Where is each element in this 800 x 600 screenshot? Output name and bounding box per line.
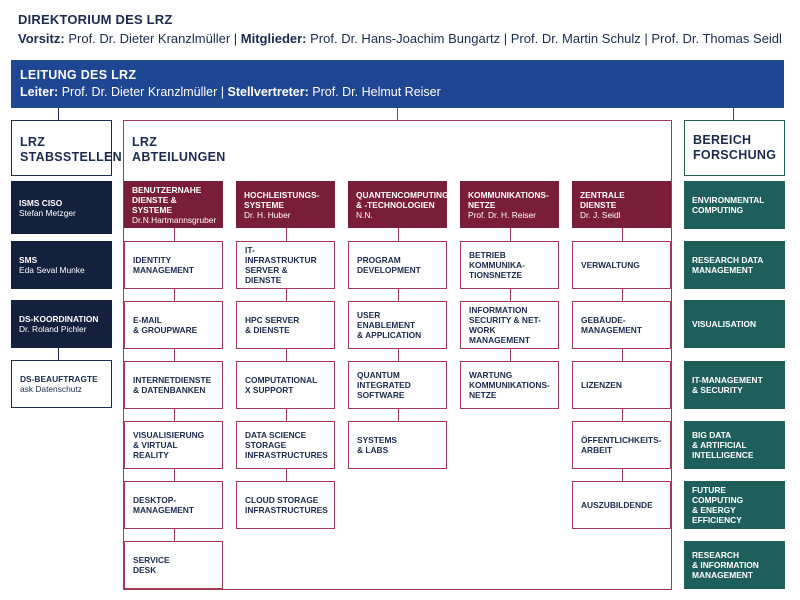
staff-unit-person: Dr. Roland Pichler (19, 324, 87, 334)
research-panel (684, 120, 785, 176)
connector-research (733, 108, 734, 120)
department-group-label: KOMMUNIKA- (469, 260, 525, 270)
research-area (684, 241, 785, 289)
department-head-person: Dr. H. Huber (244, 209, 291, 220)
department-group-label: & APPLICATION (357, 330, 422, 340)
department-group (124, 481, 223, 529)
directorate-title: DIREKTORIUM DES LRZ (18, 12, 173, 27)
staff-unit-title: DS-BEAUFTRAGTE (20, 374, 98, 384)
research-area (684, 181, 785, 229)
department-group-label: COMPUTATIONAL (245, 375, 318, 385)
department-group-label: USER ENABLEMENT (357, 310, 416, 330)
staff-unit-title: ISMS CISO (19, 197, 63, 208)
department-group-label: CLOUD STORAGE (245, 495, 319, 505)
department-group-label: IT-INFRASTRUKTUR (245, 245, 317, 265)
staff-unit-title: DS-KOORDINATION (19, 314, 99, 324)
department-group (236, 241, 335, 289)
department-group-label: SERVER & DIENSTE (245, 265, 288, 285)
department-group (460, 301, 559, 349)
department-group-label: NETZE (469, 390, 497, 400)
department-group-label: INFRASTRUCTURES (245, 450, 328, 460)
department-group (348, 301, 447, 349)
department-head (460, 181, 559, 228)
deputy-name: Prof. Dr. Helmut Reiser (312, 85, 441, 99)
department-group-label: SECURITY & NET- (469, 315, 541, 325)
department-head (572, 181, 671, 228)
staff-title-2: STABSSTELLEN (20, 150, 122, 164)
department-head-line: & -TECHNOLOGIEN (356, 199, 435, 210)
research-title-2: FORSCHUNG (693, 148, 777, 162)
connector-ds (58, 348, 59, 360)
members-label: Mitglieder: (240, 31, 307, 46)
research-area (684, 361, 785, 409)
departments-title-2: ABTEILUNGEN (132, 150, 226, 164)
research-area (684, 481, 785, 529)
departments-title-1: LRZ (132, 135, 158, 149)
staff-unit-title: SMS (19, 255, 38, 265)
staff-unit-person: Eda Seval Munke (19, 265, 85, 275)
research-area (684, 421, 785, 469)
department-group (348, 421, 447, 469)
department-group-label: SYSTEMS (357, 435, 398, 445)
department-group-label: INTERNETDIENSTE (133, 375, 212, 385)
department-group-label: & GROUPWARE (133, 325, 198, 335)
department-group (124, 541, 223, 589)
department-group-label: QUANTUM (357, 370, 400, 380)
research-area-label: RESEARCH DATA (692, 255, 764, 265)
department-group-label: VISUALISIERUNG (133, 430, 205, 440)
department-group-label: WARTUNG (469, 370, 513, 380)
staff-unit-isms (11, 181, 112, 234)
department-head-person: Prof. Dr. H. Reiser (468, 209, 536, 220)
research-title-1: BEREICH (693, 133, 752, 147)
staff-unit-person: ask Datenschutz (20, 384, 82, 394)
department-group-label: DEVELOPMENT (357, 265, 421, 275)
research-area-label: & INFORMATION (692, 560, 759, 570)
department-group-label: STORAGE (245, 440, 287, 450)
department-head-person: N.N. (356, 209, 373, 220)
department-group (572, 241, 671, 289)
department-group-label: SERVICE (133, 555, 170, 565)
department-group (460, 241, 559, 289)
department-group (572, 481, 671, 529)
department-head-line: DIENSTE (580, 199, 617, 210)
research-area-label: ENVIRONMENTAL (692, 195, 765, 205)
department-group-label: PROGRAM (357, 255, 401, 265)
staff-panel (11, 120, 122, 176)
department-group (236, 421, 335, 469)
department-group (348, 241, 447, 289)
department-head (348, 181, 447, 228)
department-group-label: & LABS (357, 445, 389, 455)
department-group-label: DATA SCIENCE (245, 430, 307, 440)
department-group-label: & VIRTUAL REALITY (133, 440, 178, 460)
department-group-label: IDENTITY (133, 255, 172, 265)
research-area-label: COMPUTING (692, 205, 744, 215)
department-head-person: Dr.N.Hartmannsgruber (132, 214, 217, 225)
chair-name: Prof. Dr. Dieter Kranzlmüller (68, 31, 231, 46)
research-area-label: INTELLIGENCE (692, 450, 754, 460)
department-head-line: BENUTZERNAHE (132, 184, 202, 195)
department-head (124, 181, 223, 228)
department-head (236, 181, 335, 228)
department-group (236, 301, 335, 349)
research-area-label: FUTURE COMPUTING (692, 485, 744, 505)
department-head-line: HOCHLEISTUNGS- (244, 189, 320, 200)
department-group-label: MANAGEMENT (133, 505, 194, 515)
department-group (124, 421, 223, 469)
staff-title-1: LRZ (20, 135, 46, 149)
department-group-label: INFORMATION (469, 305, 528, 315)
department-group-label: INFRASTRUCTURES (245, 505, 328, 515)
department-group (572, 301, 671, 349)
department-group (124, 301, 223, 349)
department-group-label: VERWALTUNG (581, 260, 640, 270)
department-group (572, 421, 671, 469)
connector-staff (58, 108, 59, 120)
department-group-label: ÖFFENTLICHKEITS- (581, 435, 662, 445)
department-group (124, 241, 223, 289)
chair-label: Vorsitz: (18, 31, 65, 46)
staff-unit-ds-koordination (11, 300, 112, 348)
department-group (236, 361, 335, 409)
research-area-label: RESEARCH (692, 550, 739, 560)
research-area-label: BIG DATA (692, 430, 732, 440)
department-group-label: BETRIEB (469, 250, 506, 260)
department-head-line: SYSTEME (244, 199, 285, 210)
department-group-label: MANAGEMENT (581, 325, 642, 335)
research-area-label: VISUALISATION (692, 319, 757, 329)
department-group-label: DESKTOP- (133, 495, 177, 505)
department-group-label: HPC SERVER (245, 315, 300, 325)
department-head-person: Dr. J. Seidl (580, 209, 621, 220)
department-group (460, 361, 559, 409)
department-group-label: WORK MANAGEMENT (469, 325, 530, 345)
staff-unit-sms (11, 241, 112, 289)
department-head-line: QUANTENCOMPUTING (356, 189, 449, 200)
department-group-label: INTEGRATED (357, 380, 411, 390)
department-group (124, 361, 223, 409)
leadership-box (11, 60, 784, 108)
deputy-label: Stellvertreter: (227, 85, 309, 99)
research-area (684, 541, 785, 589)
department-group (572, 361, 671, 409)
department-group-label: TIONSNETZE (469, 270, 523, 280)
research-area (684, 300, 785, 348)
research-area-label: MANAGEMENT (692, 570, 753, 580)
research-area-label: & SECURITY (692, 385, 743, 395)
department-group-label: MANAGEMENT (133, 265, 194, 275)
research-area-label: & ENERGY (692, 505, 736, 515)
department-head-line: ZENTRALE (580, 189, 625, 200)
department-group-label: & DATENBANKEN (133, 385, 206, 395)
research-area-label: IT-MANAGEMENT (692, 375, 763, 385)
department-group-label: GEBÄUDE- (581, 315, 626, 325)
leadership-line: Leiter: Prof. Dr. Dieter Kranzlmüller | Stellvertreter: Prof. Dr. Helmut Reiser (20, 85, 441, 99)
head-label: Leiter: (20, 85, 59, 99)
staff-unit-person: Stefan Metzger (19, 207, 76, 218)
directorate-members-line: Vorsitz: Prof. Dr. Dieter Kranzlmüller | Mitglieder: Prof. Dr. Hans-Joachim Bungartz | Prof. Dr. Martin Schulz | Prof. Dr. Thomas Seidl (18, 31, 782, 46)
research-area-label: EFFICIENCY (692, 515, 742, 525)
department-group-label: KOMMUNIKATIONS- (469, 380, 550, 390)
research-area-label: & ARTIFICIAL (692, 440, 747, 450)
department-group-label: ARBEIT (581, 445, 613, 455)
department-group (236, 481, 335, 529)
leadership-title: LEITUNG DES LRZ (20, 68, 137, 82)
staff-unit-ds-beauftragte (11, 360, 112, 408)
department-group-label: LIZENZEN (581, 380, 622, 390)
department-head-line: KOMMUNIKATIONS- (468, 189, 549, 200)
department-group-label: DESK (133, 565, 157, 575)
department-group-label: X SUPPORT (245, 385, 294, 395)
head-name: Prof. Dr. Dieter Kranzlmüller (61, 85, 218, 99)
research-area-label: MANAGEMENT (692, 265, 753, 275)
department-group-label: & DIENSTE (245, 325, 290, 335)
department-group-label: AUSZUBILDENDE (581, 500, 653, 510)
department-group-label: E-MAIL (133, 315, 162, 325)
connector-departments (397, 108, 398, 120)
members-names: Prof. Dr. Hans-Joachim Bungartz | Prof. Dr. Martin Schulz | Prof. Dr. Thomas Seidl (310, 31, 782, 46)
department-group-label: SOFTWARE (357, 390, 405, 400)
department-group (348, 361, 447, 409)
department-head-line: NETZE (468, 199, 496, 210)
department-head-line: DIENSTE & SYSTEME (132, 194, 177, 215)
